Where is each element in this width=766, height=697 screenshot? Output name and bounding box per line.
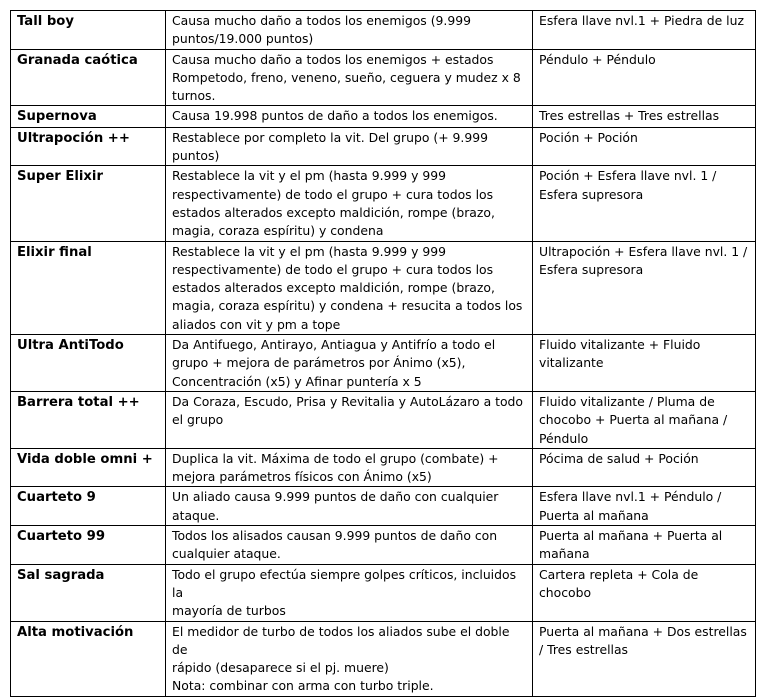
item-name-cell: Elixir final bbox=[11, 241, 166, 334]
item-combo-cell: Pócima de salud + Poción bbox=[533, 448, 756, 487]
table-row bbox=[11, 391, 756, 448]
item-name-cell: Ultra AntiTodo bbox=[11, 335, 166, 392]
item-effect-cell: Causa mucho daño a todos los enemigos (9.999 puntos/19.000 puntos) bbox=[166, 11, 533, 50]
item-combo-cell: Péndulo + Péndulo bbox=[533, 49, 756, 106]
item-effect-cell: Todo el grupo efectúa siempre golpes críticos, incluidos la mayoría de turbos bbox=[166, 564, 533, 621]
item-combo-cell: Esfera llave nvl.1 + Piedra de luz bbox=[533, 11, 756, 50]
table-row bbox=[11, 487, 756, 526]
table-row bbox=[11, 564, 756, 621]
item-effect-cell: Restablece la vit y el pm (hasta 9.999 y 999 respectivamente) de todo el grupo + cura todos los estados alterados excepto maldición, rompe (brazo, magia, coraza espíritu) y condena + resucita a todos los aliados con vit y pm a tope bbox=[166, 241, 533, 334]
item-effect-cell: El medidor de turbo de todos los aliados sube el doble de rápido (desaparece si el pj. muere) Nota: combinar con arma con turbo triple. bbox=[166, 621, 533, 696]
table-row bbox=[11, 11, 756, 50]
item-name-cell: Super Elixir bbox=[11, 166, 166, 241]
item-effect-cell: Restablece por completo la vit. Del grupo (+ 9.999 puntos) bbox=[166, 127, 533, 166]
table-row bbox=[11, 526, 756, 565]
item-effect-cell: Duplica la vit. Máxima de todo el grupo (combate) + mejora parámetros físicos con Ánimo (x5) bbox=[166, 448, 533, 487]
item-combo-cell: Ultrapoción + Esfera llave nvl. 1 / Esfera supresora bbox=[533, 241, 756, 334]
item-name-cell: Cuarteto 99 bbox=[11, 526, 166, 565]
item-combo-cell: Fluido vitalizante + Fluido vitalizante bbox=[533, 335, 756, 392]
table-row bbox=[11, 127, 756, 166]
mix-table bbox=[10, 10, 756, 697]
item-combo-cell: Cartera repleta + Cola de chocobo bbox=[533, 564, 756, 621]
table-row bbox=[11, 241, 756, 334]
table-row bbox=[11, 106, 756, 127]
mix-table-body bbox=[11, 11, 756, 697]
item-effect-cell: Da Coraza, Escudo, Prisa y Revitalia y AutoLázaro a todo el grupo bbox=[166, 391, 533, 448]
item-name-cell: Cuarteto 9 bbox=[11, 487, 166, 526]
table-row bbox=[11, 49, 756, 106]
item-combo-cell: Puerta al mañana + Dos estrellas / Tres estrellas bbox=[533, 621, 756, 696]
item-name-cell: Ultrapoción ++ bbox=[11, 127, 166, 166]
item-combo-cell: Esfera llave nvl.1 + Péndulo / Puerta al mañana bbox=[533, 487, 756, 526]
table-row bbox=[11, 166, 756, 241]
item-combo-cell: Poción + Esfera llave nvl. 1 / Esfera supresora bbox=[533, 166, 756, 241]
item-effect-cell: Restablece la vit y el pm (hasta 9.999 y 999 respectivamente) de todo el grupo + cura todos los estados alterados excepto maldición, rompe (brazo, magia, coraza espíritu) y condena bbox=[166, 166, 533, 241]
mix-table-container bbox=[10, 10, 755, 697]
item-effect-cell: Da Antifuego, Antirayo, Antiagua y Antifrío a todo el grupo + mejora de parámetros por Ánimo (x5), Concentración (x5) y Afinar puntería x 5 bbox=[166, 335, 533, 392]
table-row bbox=[11, 335, 756, 392]
item-name-cell: Tall boy bbox=[11, 11, 166, 50]
table-row bbox=[11, 621, 756, 696]
item-name-cell: Barrera total ++ bbox=[11, 391, 166, 448]
item-combo-cell: Puerta al mañana + Puerta al mañana bbox=[533, 526, 756, 565]
item-name-cell: Vida doble omni + bbox=[11, 448, 166, 487]
item-name-cell: Granada caótica bbox=[11, 49, 166, 106]
item-effect-cell: Causa mucho daño a todos los enemigos + estados Rompetodo, freno, veneno, sueño, ceguera y mudez x 8 turnos. bbox=[166, 49, 533, 106]
item-combo-cell: Tres estrellas + Tres estrellas bbox=[533, 106, 756, 127]
item-effect-cell: Todos los alisados causan 9.999 puntos de daño con cualquier ataque. bbox=[166, 526, 533, 565]
item-effect-cell: Un aliado causa 9.999 puntos de daño con cualquier ataque. bbox=[166, 487, 533, 526]
item-effect-cell: Causa 19.998 puntos de daño a todos los enemigos. bbox=[166, 106, 533, 127]
table-row bbox=[11, 448, 756, 487]
item-combo-cell: Fluido vitalizante / Pluma de chocobo + Puerta al mañana / Péndulo bbox=[533, 391, 756, 448]
item-name-cell: Sal sagrada bbox=[11, 564, 166, 621]
item-combo-cell: Poción + Poción bbox=[533, 127, 756, 166]
item-name-cell: Alta motivación bbox=[11, 621, 166, 696]
item-name-cell: Supernova bbox=[11, 106, 166, 127]
